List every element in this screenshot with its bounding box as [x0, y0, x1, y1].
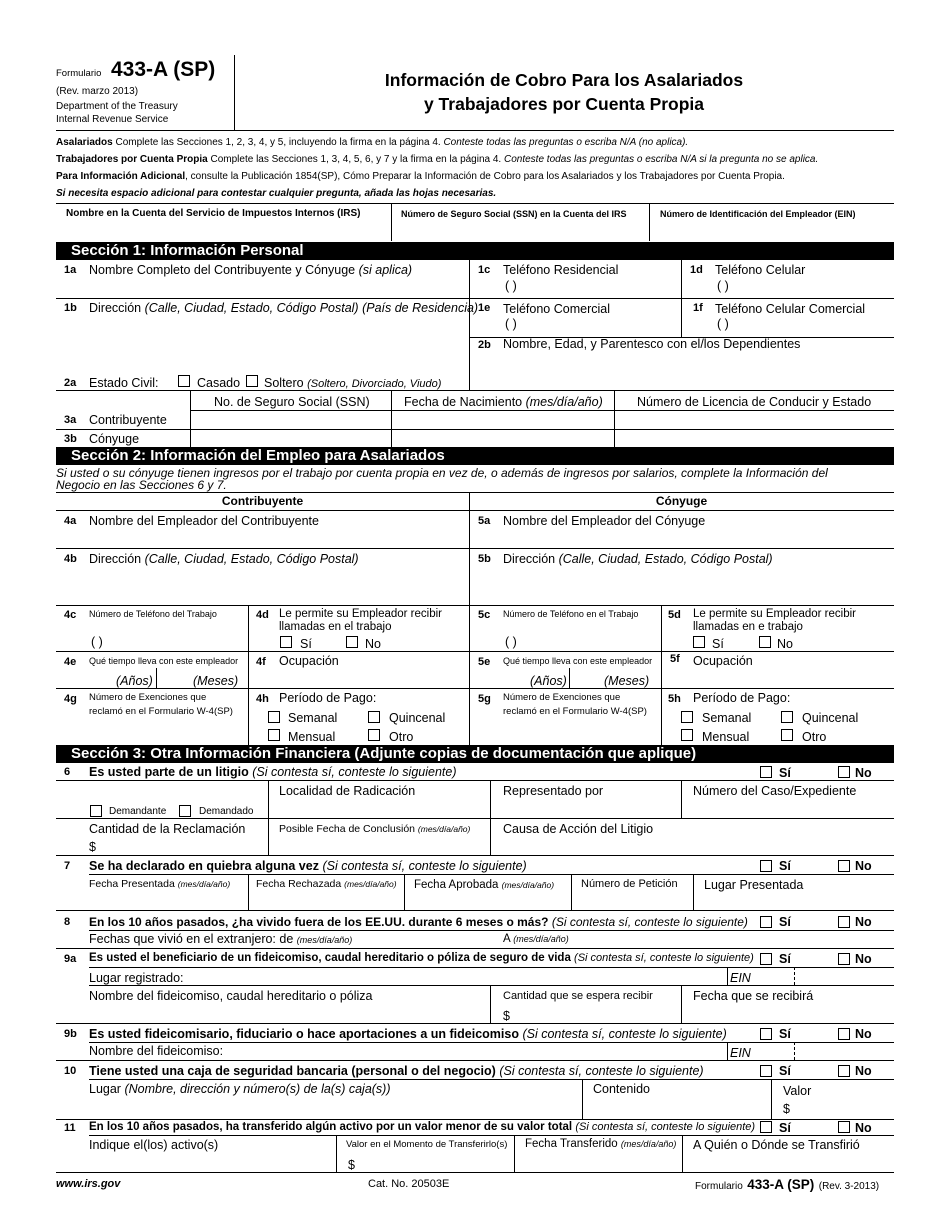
spouse-calls-no-label: No	[777, 637, 793, 651]
litigation-yes-label: Sí	[779, 766, 791, 780]
spouse-monthly-checkbox[interactable]	[681, 729, 693, 741]
item-1a-number: 1a	[64, 264, 77, 276]
taxpayer-other-checkbox[interactable]	[368, 729, 380, 741]
item-4e-number: 4e	[64, 656, 77, 668]
item-5b-number: 5b	[478, 553, 491, 565]
ssn-column-header: No. de Seguro Social (SSN)	[214, 395, 370, 409]
item-11-number: 11	[64, 1122, 76, 1134]
item-4h-number: 4h	[256, 693, 269, 705]
abroad-from-label: Fechas que vivió en el extranjero: de (mes/día/año)	[89, 932, 353, 946]
case-number-label: Número del Caso/Expediente	[693, 784, 857, 798]
location-filed-label: Lugar Presentada	[704, 878, 804, 892]
trustee-question: Es usted fideicomisario, fiduciario o hace aportaciones a un fideicomiso (Si contesta sí, conteste lo siguiente)	[89, 1027, 727, 1041]
business-phone-areacode[interactable]: ( )	[505, 317, 517, 331]
safe-deposit-value-label: Valor	[783, 1084, 812, 1098]
safe-deposit-yes-label: Sí	[779, 1064, 791, 1078]
instructions-extra-space: Si necesita espacio adicional para contestar cualquier pregunta, añada las hojas necesarias.	[56, 188, 497, 199]
trustee-no-checkbox[interactable]	[838, 1028, 850, 1040]
asset-transfer-no-checkbox[interactable]	[838, 1121, 850, 1133]
item-4a-number: 4a	[64, 515, 77, 527]
abroad-to-label: A (mes/día/año)	[503, 933, 569, 945]
place-recorded-label: Lugar registrado:	[89, 971, 184, 985]
form-revision: (Rev. marzo 2013)	[56, 86, 139, 97]
asset-transfer-question: En los 10 años pasados, ha transferido algún activo por un valor menor de su valor total (Si contesta sí, conteste lo siguiente)	[89, 1121, 756, 1133]
taxpayer-occupation-label: Ocupación	[279, 654, 339, 668]
cell-phone-areacode[interactable]: ( )	[717, 279, 729, 293]
irs-account-name-label: Nombre en la Cuenta del Servicio de Impuestos Internos (IRS)	[66, 208, 361, 219]
spouse-biweekly-label: Quincenal	[802, 711, 859, 725]
spouse-pay-period-label: Período de Pago:	[693, 691, 791, 705]
item-4b-number: 4b	[64, 553, 77, 565]
form-number: 433-A (SP)	[111, 58, 216, 81]
taxpayer-other-label: Otro	[389, 730, 414, 744]
filing-location-label: Localidad de Radicación	[279, 784, 416, 798]
trustee-ein-label: EIN	[730, 1046, 751, 1060]
item-5a-number: 5a	[478, 515, 491, 527]
instructions-wage-earners: Asalariados Complete las Secciones 1, 2, 3, 4, y 5, incluyendo la firma en la página 4. Conteste todas las preguntas o escriba N/A (no aplica).	[56, 137, 689, 148]
home-phone-label: Teléfono Residencial	[503, 263, 619, 277]
section-2-header: Sección 2: Información del Empleo para Asalariados	[56, 447, 894, 465]
taxpayer-monthly-label: Mensual	[288, 730, 336, 744]
asset-transfer-yes-label: Sí	[779, 1121, 791, 1135]
trustee-yes-checkbox[interactable]	[760, 1028, 772, 1040]
lived-abroad-yes-checkbox[interactable]	[760, 916, 772, 928]
item-5d-number: 5d	[668, 609, 681, 621]
taxpayer-months-label: (Meses)	[193, 674, 239, 688]
business-phone-label: Teléfono Comercial	[503, 302, 610, 316]
item-9a-number: 9a	[64, 953, 77, 965]
spouse-calls-at-work-label: Le permite su Empleador recibir	[693, 608, 856, 620]
item-3b-number: 3b	[64, 433, 77, 445]
spouse-weekly-label: Semanal	[702, 711, 752, 725]
married-checkbox[interactable]	[178, 375, 190, 387]
spouse-calls-at-work-label2: llamadas en e trabajo	[693, 621, 803, 633]
spouse-ssn-input[interactable]	[195, 431, 385, 446]
spouse-calls-no-checkbox[interactable]	[759, 636, 771, 648]
dismissed-date-label: Fecha Rechazada (mes/día/año)	[256, 878, 397, 890]
catalog-number: Cat. No. 20503E	[368, 1178, 450, 1190]
taxpayer-occupation-input[interactable]	[279, 670, 463, 686]
bankruptcy-yes-label: Sí	[779, 859, 791, 873]
spouse-other-checkbox[interactable]	[781, 729, 793, 741]
spouse-license-input[interactable]	[619, 431, 889, 446]
spouse-other-label: Otro	[802, 730, 827, 744]
business-cell-areacode[interactable]: ( )	[717, 317, 729, 331]
trustee-no-label: No	[855, 1027, 872, 1041]
item-3a-number: 3a	[64, 414, 77, 426]
spouse-exemptions-label: Número de Exenciones que	[503, 692, 621, 703]
asset-transfer-yes-checkbox[interactable]	[760, 1121, 772, 1133]
spouse-work-phone-areacode[interactable]: ( )	[505, 635, 517, 649]
item-5c-number: 5c	[478, 609, 491, 621]
trust-beneficiary-no-label: No	[855, 952, 872, 966]
spouse-months-label: (Meses)	[604, 674, 650, 688]
trustee-yes-label: Sí	[779, 1027, 791, 1041]
spouse-occupation-label: Ocupación	[693, 654, 753, 668]
spouse-calls-yes-label: Sí	[712, 637, 724, 651]
dob-column-header: Fecha de Nacimiento (mes/día/año)	[404, 395, 603, 409]
safe-deposit-location-label: Lugar (Nombre, dirección y número(s) de la(s) caja(s))	[89, 1082, 391, 1096]
claim-amount-input[interactable]	[100, 838, 260, 853]
filed-date-label: Fecha Presentada (mes/día/año)	[89, 878, 231, 890]
plaintiff-label: Demandante	[109, 806, 167, 817]
spouse-calls-yes-checkbox[interactable]	[693, 636, 705, 648]
trust-estate-name-label: Nombre del fideicomiso, caudal hereditario o póliza	[89, 989, 373, 1003]
trust-beneficiary-yes-checkbox[interactable]	[760, 953, 772, 965]
taxpayer-exemptions-label2: reclamó en el Formulario W-4(SP)	[89, 706, 233, 717]
ein-input[interactable]	[656, 223, 892, 239]
lived-abroad-question: En los 10 años pasados, ¿ha vivido fuera de los EE.UU. durante 6 meses o más? (Si contesta sí, conteste lo siguiente)	[89, 915, 748, 929]
business-cell-label: Teléfono Celular Comercial	[715, 302, 866, 316]
item-4f-number: 4f	[256, 656, 266, 668]
ein-label: Número de Identificación del Empleador (EIN)	[660, 209, 856, 219]
receive-date-label: Fecha que se recibirá	[693, 989, 814, 1003]
taxpayer-row-label: Contribuyente	[89, 413, 167, 427]
trust-beneficiary-question: Es usted el beneficiario de un fideicomiso, caudal hereditario o póliza de seguro de vida (Si contesta sí, conteste lo siguiente)	[89, 952, 754, 964]
single-label: Soltero (Soltero, Divorciado, Viudo)	[264, 376, 442, 390]
litigation-question: Es usted parte de un litigio (Si contesta sí, conteste lo siguiente)	[89, 765, 457, 779]
taxpayer-calls-yes-label: Sí	[300, 637, 312, 651]
safe-deposit-yes-checkbox[interactable]	[760, 1065, 772, 1077]
taxpayer-employer-label: Nombre del Empleador del Contribuyente	[89, 514, 319, 528]
form-prefix: Formulario	[56, 68, 102, 79]
item-1b-number: 1b	[64, 302, 77, 314]
ssn-account-label: Número de Seguro Social (SSN) en la Cuenta del IRS	[401, 209, 627, 219]
instructions-self-employed: Trabajadores por Cuenta Propia Complete las Secciones 1, 3, 4, 5, 6, y 7 y la firma en la página 4. Conteste todas las preguntas o escriba N/A si la pregunta no se aplica.	[56, 154, 819, 165]
safe-deposit-contents-label: Contenido	[593, 1082, 650, 1096]
spouse-work-phone-label: Número de Teléfono en el Trabajo	[503, 609, 639, 619]
full-name-label: Nombre Completo del Contribuyente y Cónyuge (si aplica)	[89, 263, 413, 277]
item-5g-number: 5g	[478, 693, 491, 705]
spouse-employer-address-input[interactable]	[503, 569, 888, 602]
petition-number-label: Número de Petición	[581, 878, 678, 890]
lived-abroad-no-checkbox[interactable]	[838, 916, 850, 928]
spouse-weekly-checkbox[interactable]	[681, 711, 693, 723]
taxpayer-calls-at-work-label2: llamadas en el trabajo	[279, 621, 392, 633]
transfer-date-label: Fecha Transferido (mes/día/año)	[525, 1138, 677, 1150]
item-2b-number: 2b	[478, 339, 491, 351]
defendant-checkbox[interactable]	[179, 805, 191, 817]
item-5f-number: 5f	[670, 653, 680, 665]
taxpayer-weekly-checkbox[interactable]	[268, 711, 280, 723]
item-4g-number: 4g	[64, 693, 77, 705]
marital-status-label: Estado Civil:	[89, 376, 159, 390]
spouse-column-header: Cónyuge	[655, 494, 708, 508]
taxpayer-employer-address-input[interactable]	[89, 569, 461, 602]
section-1-header: Sección 1: Información Personal	[56, 242, 894, 260]
item-2a-number: 2a	[64, 377, 77, 389]
item-1e-number: 1e	[478, 302, 491, 314]
license-column-header: Número de Licencia de Conducir y Estado	[637, 395, 872, 409]
taxpayer-biweekly-label: Quincenal	[389, 711, 446, 725]
plaintiff-checkbox[interactable]	[90, 805, 102, 817]
assets-list-label: Indique el(los) activo(s)	[89, 1138, 219, 1152]
taxpayer-monthly-checkbox[interactable]	[268, 729, 280, 741]
item-9b-number: 9b	[64, 1028, 77, 1040]
litigation-yes-checkbox[interactable]	[760, 766, 772, 778]
claim-amount-label: Cantidad de la Reclamación	[89, 822, 246, 836]
anticipated-amount-label: Cantidad que se espera recibir	[503, 990, 653, 1002]
taxpayer-employer-address-label: Dirección (Calle, Ciudad, Estado, Código Postal)	[89, 552, 359, 566]
trust-beneficiary-yes-label: Sí	[779, 952, 791, 966]
dependents-label: Nombre, Edad, y Parentesco con el/los Dependientes	[503, 337, 801, 351]
spouse-employer-label: Nombre del Empleador del Cónyuge	[503, 514, 706, 528]
taxpayer-column-header: Contribuyente	[221, 494, 304, 508]
taxpayer-ssn-input[interactable]	[195, 413, 385, 428]
transfer-value-dollar: $	[348, 1158, 355, 1172]
cause-of-action-label: Causa de Acción del Litigio	[503, 822, 654, 836]
item-7-number: 7	[64, 860, 71, 872]
taxpayer-pay-period-label: Período de Pago:	[279, 691, 377, 705]
item-4c-number: 4c	[64, 609, 77, 621]
item-1d-number: 1d	[690, 264, 703, 276]
form-title-line1: Información de Cobro Para los Asalariados	[384, 70, 744, 90]
instructions-additional-info: Para Información Adicional, consulte la Publicación 1854(SP), Cómo Preparar la Información de Cobro para los Asalariados y los Trabajadores por Cuenta Propia.	[56, 171, 785, 182]
spouse-monthly-label: Mensual	[702, 730, 750, 744]
asset-transfer-no-label: No	[855, 1121, 872, 1135]
section-3-header: Sección 3: Otra Información Financiera (Adjunte copias de documentación que aplique)	[56, 745, 894, 763]
spouse-years-label: (Años)	[530, 674, 567, 688]
taxpayer-employment-length-label: Qué tiempo lleva con este empleador	[89, 656, 239, 666]
spouse-employment-length-label: Qué tiempo lleva con este empleador	[503, 656, 653, 666]
possible-completion-date-label: Posible Fecha de Conclusión (mes/día/año)	[279, 823, 471, 835]
trust-beneficiary-no-checkbox[interactable]	[838, 953, 850, 965]
irs-website-link[interactable]: www.irs.gov	[56, 1178, 121, 1190]
department: Department of the Treasury	[56, 101, 178, 112]
trust-name-label: Nombre del fideicomiso:	[89, 1044, 224, 1058]
taxpayer-work-phone-areacode[interactable]: ( )	[91, 635, 103, 649]
item-10-number: 10	[64, 1065, 77, 1077]
taxpayer-calls-yes-checkbox[interactable]	[280, 636, 292, 648]
spouse-employer-input[interactable]	[503, 530, 888, 546]
represented-by-label: Representado por	[503, 784, 604, 798]
cell-phone-label: Teléfono Celular	[715, 263, 806, 277]
taxpayer-work-phone-label: Número de Teléfono del Trabajo	[89, 609, 217, 619]
address-label: Dirección (Calle, Ciudad, Estado, Código Postal) (País de Residencia)	[89, 301, 479, 315]
item-5e-number: 5e	[478, 656, 491, 668]
taxpayer-calls-no-checkbox[interactable]	[346, 636, 358, 648]
safe-deposit-no-checkbox[interactable]	[838, 1065, 850, 1077]
item-1c-number: 1c	[478, 264, 491, 276]
section-2-note-line1: Si usted o su cónyuge tienen ingresos por el trabajo por cuenta propia en vez de, o además de ingresos por salarios, complete la Información del	[56, 466, 828, 480]
spouse-employer-address-label: Dirección (Calle, Ciudad, Estado, Código Postal)	[503, 552, 773, 566]
spouse-row-label: Cónyuge	[89, 432, 140, 446]
taxpayer-weekly-label: Semanal	[288, 711, 338, 725]
litigation-no-label: No	[855, 766, 872, 780]
defendant-label: Demandado	[199, 806, 254, 817]
section-2-note-line2: Negocio en las Secciones 6 y 7.	[56, 478, 227, 492]
bankruptcy-question: Se ha declarado en quiebra alguna vez (Si contesta sí, conteste lo siguiente)	[89, 859, 527, 873]
taxpayer-biweekly-checkbox[interactable]	[368, 711, 380, 723]
safe-deposit-no-label: No	[855, 1064, 872, 1078]
item-1f-number: 1f	[693, 302, 703, 314]
spouse-dob-input[interactable]	[396, 431, 608, 446]
claim-amount-dollar: $	[89, 840, 96, 854]
taxpayer-license-input[interactable]	[619, 413, 889, 428]
item-8-number: 8	[64, 916, 71, 928]
spouse-exemptions-label2: reclamó en el Formulario W-4(SP)	[503, 706, 647, 717]
item-5h-number: 5h	[668, 693, 681, 705]
address-input[interactable]	[89, 318, 461, 366]
transfer-value-label: Valor en el Momento de Transferirlo(s)	[346, 1139, 508, 1150]
bankruptcy-yes-checkbox[interactable]	[760, 860, 772, 872]
lived-abroad-yes-label: Sí	[779, 915, 791, 929]
single-checkbox[interactable]	[246, 375, 258, 387]
taxpayer-calls-no-label: No	[365, 637, 381, 651]
spouse-biweekly-checkbox[interactable]	[781, 711, 793, 723]
anticipated-amount-dollar: $	[503, 1009, 510, 1023]
taxpayer-exemptions-label: Número de Exenciones que	[89, 692, 207, 703]
spouse-occupation-input[interactable]	[693, 670, 889, 686]
item-4d-number: 4d	[256, 609, 269, 621]
taxpayer-calls-at-work-label: Le permite su Empleador recibir	[279, 608, 442, 620]
agency: Internal Revenue Service	[56, 114, 169, 125]
discharged-date-label: Fecha Aprobada (mes/día/año)	[414, 879, 555, 891]
litigation-no-checkbox[interactable]	[838, 766, 850, 778]
safe-deposit-value-dollar: $	[783, 1102, 790, 1116]
trust-ein-label: EIN	[730, 971, 751, 985]
dependents-input[interactable]	[503, 354, 888, 388]
full-name-input[interactable]	[89, 279, 461, 295]
married-label: Casado	[197, 376, 241, 390]
bankruptcy-no-checkbox[interactable]	[838, 860, 850, 872]
lived-abroad-no-label: No	[855, 915, 872, 929]
irs-account-name-input[interactable]	[66, 223, 384, 239]
item-6-number: 6	[64, 766, 71, 778]
irs-account-ssn-input[interactable]	[398, 223, 644, 239]
taxpayer-years-label: (Años)	[116, 674, 153, 688]
bankruptcy-no-label: No	[855, 859, 872, 873]
taxpayer-employer-input[interactable]	[89, 530, 461, 546]
form-title-line2: y Trabajadores por Cuenta Propia	[423, 94, 705, 114]
taxpayer-dob-input[interactable]	[396, 413, 608, 428]
transferred-to-label: A Quién o Dónde se Transfirió	[693, 1138, 860, 1152]
footer-form-id: Formulario 433-A (SP) (Rev. 3-2013)	[695, 1177, 880, 1192]
home-phone-areacode[interactable]: ( )	[505, 279, 517, 293]
safe-deposit-question: Tiene usted una caja de seguridad bancaria (personal o del negocio) (Si contesta sí, conteste lo siguiente)	[89, 1064, 704, 1078]
